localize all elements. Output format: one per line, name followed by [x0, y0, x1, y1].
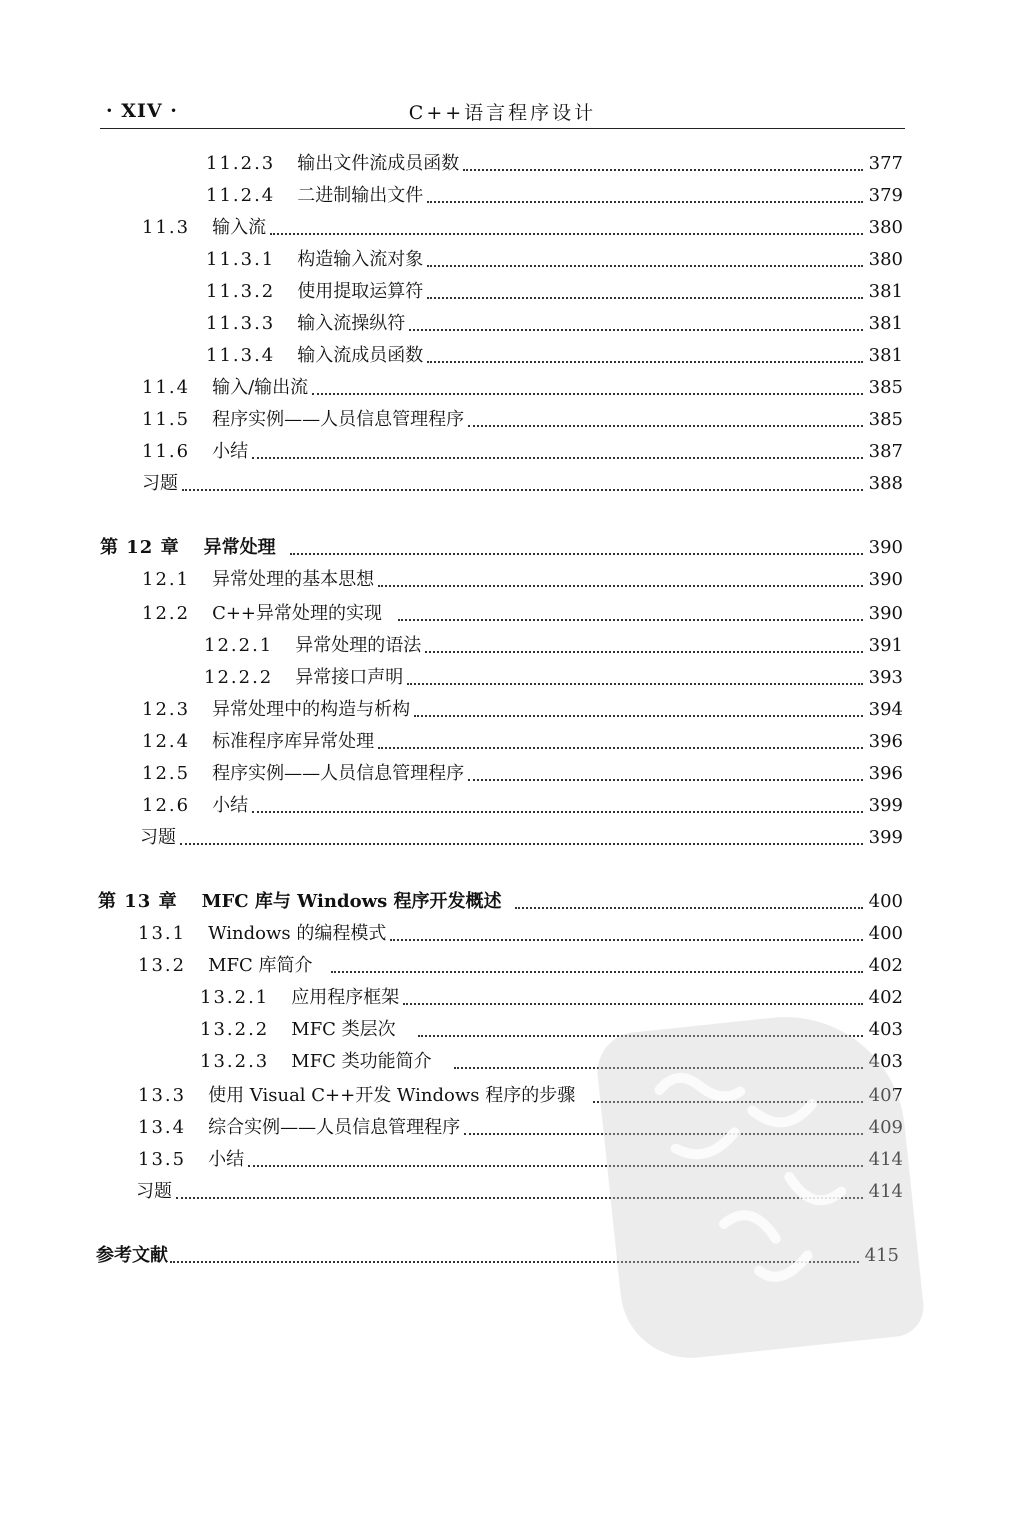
section-number: 13.2.1: [200, 987, 270, 1008]
section-title: 输入流: [212, 217, 267, 238]
dot-leader: [427, 201, 862, 203]
page-ref: 403: [868, 1019, 903, 1040]
section-title: 异常处理的语法: [295, 635, 422, 656]
toc-entry-11-3-2[interactable]: [206, 276, 903, 304]
section-number: 11.4: [142, 377, 191, 398]
section-number: 13.2.2: [200, 1019, 270, 1040]
dot-leader: [378, 747, 863, 749]
page-ref: 415: [864, 1245, 899, 1266]
section-number: 11.3: [142, 217, 191, 238]
dot-leader: [414, 715, 863, 717]
toc-entry-13-2[interactable]: [138, 950, 903, 978]
section-title: 输入/输出流: [212, 377, 309, 398]
section-number: 13.5: [138, 1149, 187, 1170]
toc-entry-12-4[interactable]: [142, 726, 903, 754]
section-title: 输入流成员函数: [297, 345, 424, 366]
section-title: 小结: [212, 441, 249, 462]
section-number: 12.1: [142, 569, 191, 590]
section-number: 13.2.3: [200, 1051, 270, 1072]
toc-entry-12-2-1[interactable]: [204, 630, 903, 658]
page-ref: 400: [868, 923, 903, 944]
page-ref: 391: [868, 635, 903, 656]
toc-entry-12-3[interactable]: [142, 694, 903, 722]
page-ref: 414: [868, 1149, 903, 1170]
page-ref: 402: [868, 987, 903, 1008]
section-title: 异常处理的基本思想: [212, 569, 375, 590]
section-number: 12.4: [142, 731, 191, 752]
dot-leader: [427, 297, 862, 299]
page-ref: 390: [868, 603, 903, 624]
page-ref: 380: [868, 217, 903, 238]
toc-entry-11-3[interactable]: [142, 212, 903, 240]
toc-entry-12-1[interactable]: [142, 564, 903, 592]
section-title: MFC 库简介: [208, 955, 313, 976]
dot-leader: [180, 843, 863, 845]
toc-entry-12-5[interactable]: [142, 758, 903, 786]
section-number: 11.3.4: [206, 345, 276, 366]
page-ref: 381: [868, 313, 903, 334]
section-title: 综合实例——人员信息管理程序: [208, 1117, 461, 1138]
section-title: MFC 类层次: [291, 1019, 396, 1040]
toc-entry-13-2-1[interactable]: [200, 982, 903, 1010]
section-number: 11.5: [142, 409, 191, 430]
page-ref: 396: [868, 763, 903, 784]
dot-leader: [463, 169, 862, 171]
dot-leader: [515, 907, 862, 909]
page-ref: 387: [868, 441, 903, 462]
stamp-mark: [594, 1005, 927, 1365]
section-title: 标准程序库异常处理: [212, 731, 375, 752]
section-number: 13.3: [138, 1085, 187, 1106]
section-title: 习题: [142, 473, 178, 494]
section-number: 12.5: [142, 763, 191, 784]
dot-leader: [182, 489, 863, 491]
section-number: 11.2.4: [206, 185, 276, 206]
page-ref: 379: [868, 185, 903, 206]
page-number: · XIV ·: [106, 100, 178, 122]
section-title: 构造输入流对象: [297, 249, 424, 270]
chapter-title: MFC 库与 Windows 程序开发概述: [201, 891, 502, 912]
toc-entry-13-1[interactable]: [138, 918, 903, 946]
page-ref: 396: [868, 731, 903, 752]
section-title: C++异常处理的实现: [212, 603, 383, 624]
section-number: 12.2.1: [204, 635, 274, 656]
page-ref: 409: [868, 1117, 903, 1138]
page-ref: 385: [868, 409, 903, 430]
toc-entry-exercises-12[interactable]: [140, 822, 903, 850]
section-number: 12.2.2: [204, 667, 274, 688]
chapter-number: 第 12 章: [100, 537, 180, 558]
dot-leader: [468, 779, 863, 781]
section-title: 异常接口声明: [295, 667, 404, 688]
page-ref: 400: [868, 891, 903, 912]
page-ref: 414: [868, 1181, 903, 1202]
page-ref: 393: [868, 667, 903, 688]
dot-leader: [427, 265, 862, 267]
toc-entry-11-3-4[interactable]: [206, 340, 903, 368]
page-ref: 381: [868, 281, 903, 302]
dot-leader: [398, 619, 863, 621]
dot-leader: [390, 939, 862, 941]
toc-entry-12-2[interactable]: [142, 598, 903, 626]
section-title: 输入流操纵符: [297, 313, 406, 334]
page-ref: 381: [868, 345, 903, 366]
dot-leader: [252, 457, 863, 459]
toc-entry-11-3-1[interactable]: [206, 244, 903, 272]
section-title: 异常处理中的构造与析构: [212, 699, 411, 720]
section-number: 13.2: [138, 955, 187, 976]
page-ref: 385: [868, 377, 903, 398]
dot-leader: [290, 553, 863, 555]
chapter-title: 异常处理: [203, 537, 276, 558]
toc-entry-12-2-2[interactable]: [204, 662, 903, 690]
toc-entry-11-4[interactable]: [142, 372, 903, 400]
dot-leader: [331, 971, 863, 973]
dot-leader: [270, 233, 863, 235]
section-number: 12.2: [142, 603, 191, 624]
section-number: 11.3.3: [206, 313, 276, 334]
book-title: C++语言程序设计: [408, 102, 597, 124]
dot-leader: [312, 393, 862, 395]
section-title: 使用 Visual C++开发 Windows 程序的步骤: [208, 1085, 576, 1106]
toc-chapter-12[interactable]: [100, 532, 903, 560]
toc-entry-11-2-3[interactable]: [206, 148, 903, 176]
section-title: 程序实例——人员信息管理程序: [212, 409, 465, 430]
section-title: 习题: [136, 1181, 172, 1202]
page-ref: 390: [868, 537, 903, 558]
dot-leader: [409, 329, 862, 331]
section-title: 二进制输出文件: [297, 185, 424, 206]
section-title: 应用程序框架: [291, 987, 400, 1008]
toc-entry-11-3-3[interactable]: [206, 308, 903, 336]
dot-leader: [407, 683, 862, 685]
toc-chapter-13[interactable]: [98, 886, 903, 914]
dot-leader: [403, 1003, 862, 1005]
page-ref: 394: [868, 699, 903, 720]
page-ref: 403: [868, 1051, 903, 1072]
section-title: 习题: [140, 827, 176, 848]
toc-entry-11-5[interactable]: [142, 404, 903, 432]
page-ref: 402: [868, 955, 903, 976]
section-title: 程序实例——人员信息管理程序: [212, 763, 465, 784]
page-ref: 380: [868, 249, 903, 270]
section-title: 输出文件流成员函数: [297, 153, 460, 174]
section-number: 13.4: [138, 1117, 187, 1138]
section-title: MFC 类功能简介: [291, 1051, 432, 1072]
dot-leader: [378, 585, 863, 587]
chapter-number: 第 13 章: [98, 891, 178, 912]
section-title: 小结: [212, 795, 249, 816]
dot-leader: [468, 425, 863, 427]
dot-leader: [252, 811, 863, 813]
references-title: 参考文献: [96, 1245, 168, 1266]
section-number: 13.1: [138, 923, 187, 944]
page-ref: 390: [868, 569, 903, 590]
dot-leader: [427, 361, 862, 363]
section-title: 使用提取运算符: [297, 281, 424, 302]
section-number: 12.3: [142, 699, 191, 720]
section-number: 12.6: [142, 795, 191, 816]
page-ref: 399: [868, 827, 903, 848]
library-stamp: [594, 1005, 927, 1365]
toc-entry-11-2-4[interactable]: [206, 180, 903, 208]
section-title: 小结: [208, 1149, 245, 1170]
section-number: 11.3.2: [206, 281, 276, 302]
page-ref: 407: [868, 1085, 903, 1106]
toc-entry-11-6[interactable]: [142, 436, 903, 464]
dot-leader: [425, 651, 862, 653]
toc-entry-12-6[interactable]: [142, 790, 903, 818]
section-number: 11.3.1: [206, 249, 276, 270]
page-ref: 377: [868, 153, 903, 174]
toc-entry-exercises-11[interactable]: [142, 468, 903, 496]
section-number: 11.6: [142, 441, 191, 462]
page-ref: 399: [868, 795, 903, 816]
section-number: 11.2.3: [206, 153, 276, 174]
page-ref: 388: [868, 473, 903, 494]
section-title: Windows 的编程模式: [208, 923, 387, 944]
